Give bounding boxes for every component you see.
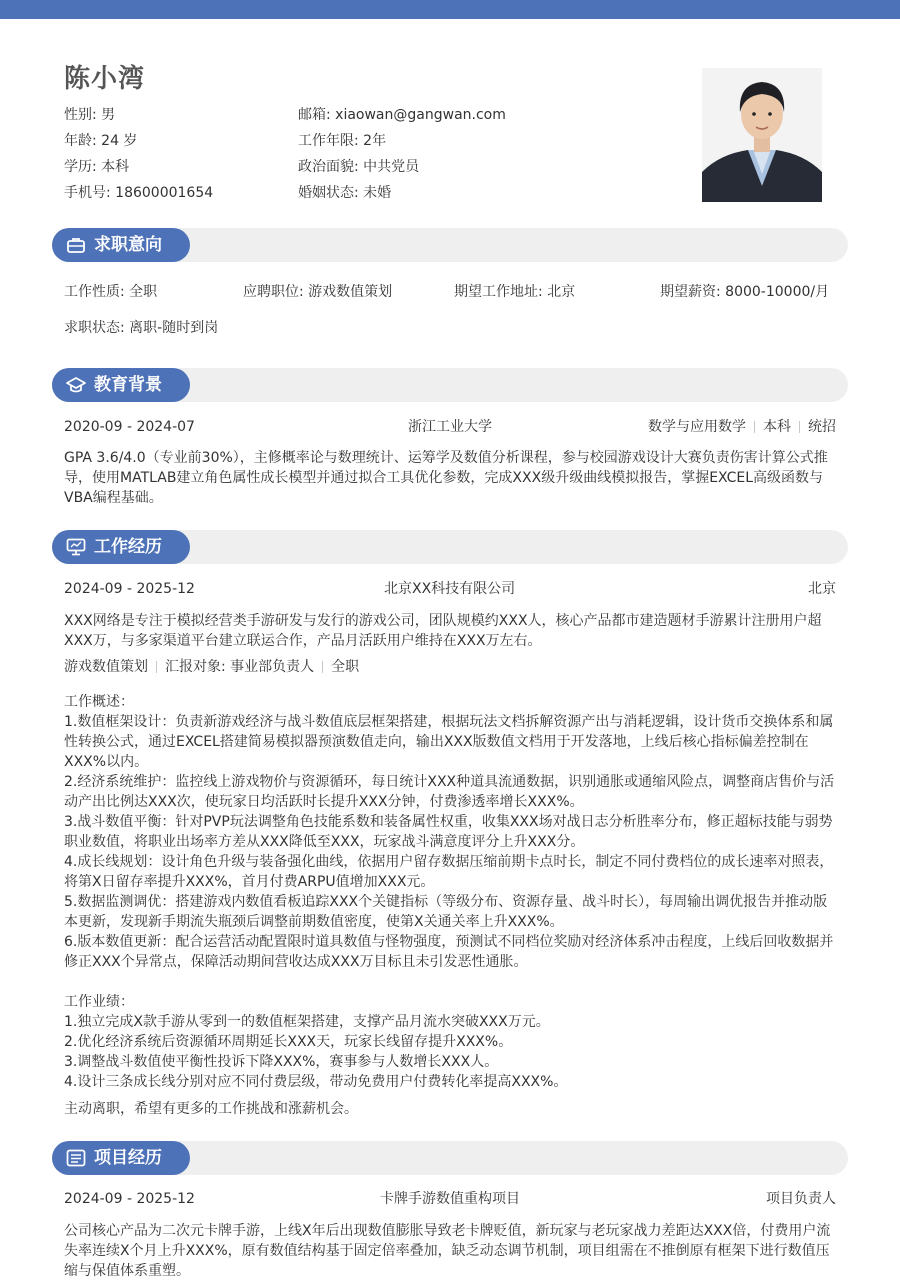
achievement-item: 1.独立完成X款手游从零到一的数值框架搭建，支撑产品月流水突破XXX万元。 xyxy=(64,1014,550,1030)
achievement-item: 4.设计三条成长线分别对应不同付费层级，带动免费用户付费转化率提高XXX%。 xyxy=(64,1074,568,1090)
section-work-tab xyxy=(52,530,190,564)
divider xyxy=(156,661,157,673)
edu-admission: 统招 xyxy=(808,419,836,435)
work-tag-type: 全职 xyxy=(331,659,360,675)
intent-type: 工作性质: 全职 xyxy=(64,284,158,300)
work-years: 工作年限: 2年 xyxy=(298,133,387,149)
duty-item: 5.数据监测调优：搭建游戏内数值看板追踪XXX个关键指标（等级分布、资源存量、战斗时长），每周输出调优报告并推动版本更新，发现新手期流失瓶颈后调整前期数值密度，使第X关通关率上升XXX%。 xyxy=(64,894,828,930)
section-project xyxy=(52,1141,848,1175)
spacer xyxy=(64,972,840,992)
achievement-item: 3.调整战斗数值使平衡性投诉下降XXX%，赛事参与人数增长XXX人。 xyxy=(64,1054,499,1070)
edu-degree: 本科 xyxy=(763,419,791,435)
leave-reason: 主动离职，希望有更多的工作挑战和涨薪机会。 xyxy=(64,1101,358,1117)
candidate-name: 陈小湾 xyxy=(64,64,146,94)
company-intro: XXX网络是专注于模拟经营类手游研发与发行的游戏公司，团队规模约XXX人，核心产品都市建造题材手游累计注册用户超XXX万，与多家渠道平台建立联运合作，产品月活跃用户维持在XXX万左右。 xyxy=(64,613,822,649)
project-name: 卡牌手游数值重构项目 xyxy=(380,1191,520,1207)
graduation-cap-icon xyxy=(66,376,86,394)
project-date: 2024-09 - 2025-12 xyxy=(64,1191,195,1207)
section-intent xyxy=(52,228,848,262)
age: 年龄: 24 岁 xyxy=(64,133,138,149)
section-title: 项目经历 xyxy=(94,1148,162,1168)
section-title: 教育背景 xyxy=(94,375,162,395)
overview-title: 工作概述： xyxy=(64,694,134,710)
divider xyxy=(322,661,323,673)
top-accent-bar xyxy=(0,0,900,19)
project-role: 项目负责人 xyxy=(766,1191,836,1207)
work-company: 北京XX科技有限公司 xyxy=(384,581,516,597)
section-education-tab xyxy=(52,368,190,402)
section-education xyxy=(52,368,848,402)
edu-date: 2020-09 - 2024-07 xyxy=(64,419,195,435)
political-status: 政治面貌: 中共党员 xyxy=(298,159,420,175)
intent-position: 应聘职位: 游戏数值策划 xyxy=(243,284,393,300)
edu-major: 数学与应用数学 xyxy=(648,419,746,435)
monitor-icon xyxy=(66,538,86,556)
edu-meta xyxy=(648,417,836,437)
list-icon xyxy=(66,1149,86,1167)
section-work xyxy=(52,530,848,564)
phone: 手机号: 18600001654 xyxy=(64,185,214,201)
work-details xyxy=(64,692,840,1092)
work-tags xyxy=(64,657,359,677)
edu-description: GPA 3.6/4.0（专业前30%），主修概率论与数理统计、运筹学及数值分析课程，参与校园游戏设计大赛负责伤害计算公式推导，使用MATLAB建立角色属性成长模型并通过拟合工具优化参数，完成XXX级升级曲线模拟报告，掌握EXCEL高级函数与VBA编程基础。 xyxy=(64,450,828,506)
achievement-item: 2.优化经济系统后资源循环周期延长XXX天，玩家长线留存提升XXX%。 xyxy=(64,1034,513,1050)
duty-item: 1.数值框架设计：负责新游戏经济与战斗数值底层框架搭建，根据玩法文档拆解资源产出与消耗逻辑，设计货币交换体系和属性转换公式，通过EXCEL搭建简易模拟器预演数值走向，输出XXX版数值文档用于开发落地，上线后核心指标偏差控制在XXX%以内。 xyxy=(64,714,834,770)
intent-location: 期望工作地址: 北京 xyxy=(454,284,576,300)
work-city: 北京 xyxy=(808,581,836,597)
section-title: 工作经历 xyxy=(94,537,162,557)
work-tag-role: 游戏数值策划 xyxy=(64,659,148,675)
section-title: 求职意向 xyxy=(94,235,162,255)
achievement-title: 工作业绩： xyxy=(64,994,134,1010)
divider xyxy=(799,421,800,433)
email: 邮箱: xiaowan@gangwan.com xyxy=(298,107,506,123)
duty-item: 6.版本数值更新：配合运营活动配置限时道具数值与怪物强度，预测试不同档位奖励对经济体系冲击程度，上线后回收数据并修正XXX个异常点，保障活动期间营收达成XXX万目标且未引发恶性通胀。 xyxy=(64,934,834,970)
edu-school: 浙江工业大学 xyxy=(408,419,492,435)
duty-item: 4.成长线规划：设计角色升级与装备强化曲线，依据用户留存数据压缩前期卡点时长，制定不同付费档位的成长速率对照表，将第X日留存率提升XXX%，首月付费ARPU值增加XXX元。 xyxy=(64,854,834,890)
duty-item: 3.战斗数值平衡：针对PVP玩法调整角色技能系数和装备属性权重，收集XXX场对战日志分析胜率分布，修正超标技能与弱势职业数值，将职业出场率方差从XXX降低至XXX，玩家战斗满意度评分上升XXX分。 xyxy=(64,814,833,850)
briefcase-icon xyxy=(66,236,86,254)
profile-photo xyxy=(702,68,822,202)
project-description: 公司核心产品为二次元卡牌手游，上线X年后出现数值膨胀导致老卡牌贬值，新玩家与老玩家战力差距达XXX倍，付费用户流失率连续X个月上升XXX%，原有数值结构基于固定倍率叠加，缺乏动态调节机制，项目组需在不推倒原有框架下进行数值压缩与保值体系重塑。 xyxy=(64,1223,831,1279)
section-project-tab xyxy=(52,1141,190,1175)
education-level: 学历: 本科 xyxy=(64,159,130,175)
duty-item: 2.经济系统维护：监控线上游戏物价与资源循环，每日统计XXX种道具流通数据，识别通胀或通缩风险点，调整商店售价与活动产出比例达XXX次，使玩家日均活跃时长提升XXX分钟，付费渗透率增长XXX%。 xyxy=(64,774,835,810)
marital-status: 婚姻状态: 未婚 xyxy=(298,185,392,201)
gender: 性别: 男 xyxy=(64,107,116,123)
work-tag-report: 汇报对象: 事业部负责人 xyxy=(165,659,315,675)
intent-salary: 期望薪资: 8000-10000/月 xyxy=(660,284,830,300)
intent-status: 求职状态: 离职-随时到岗 xyxy=(64,320,219,336)
divider xyxy=(754,421,755,433)
work-date: 2024-09 - 2025-12 xyxy=(64,581,195,597)
section-intent-tab xyxy=(52,228,190,262)
